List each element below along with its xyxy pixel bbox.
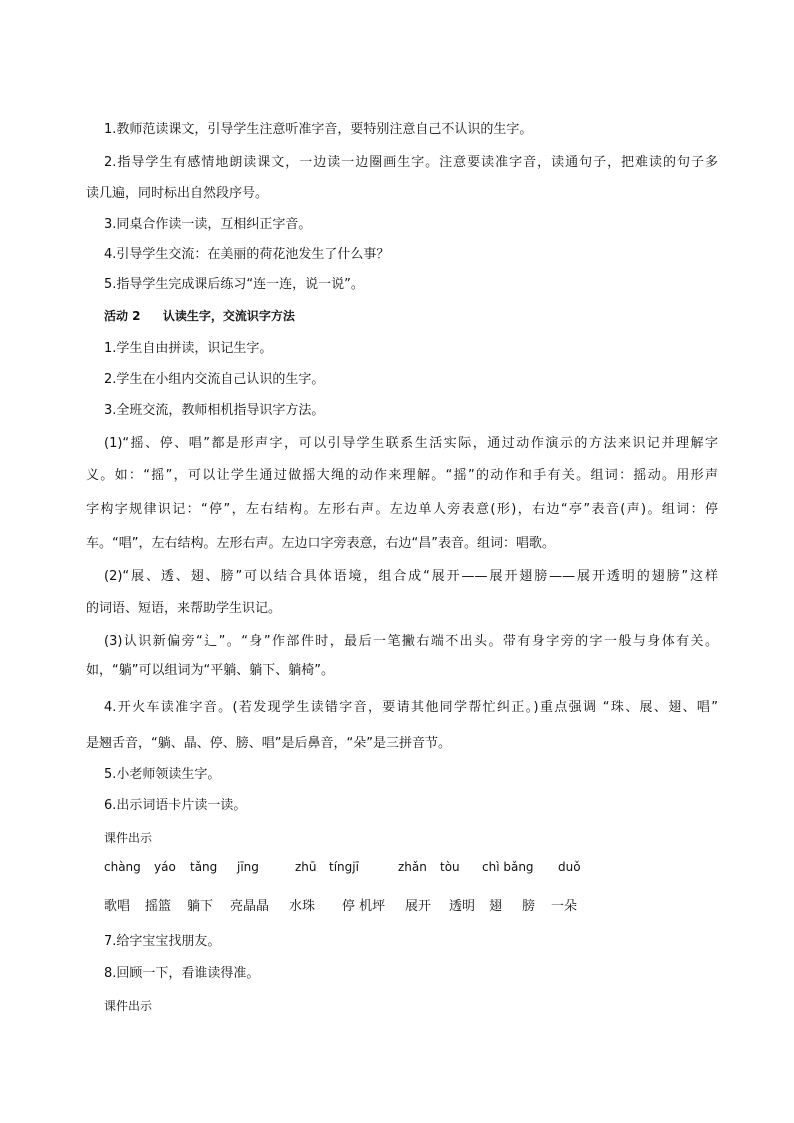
word-item: 膀	[522, 899, 536, 914]
word-item: 一朵	[551, 899, 578, 914]
word-item: 歌唱	[104, 899, 131, 914]
paragraph-line: 车。“唱”，左右结构。左形右声。左边口字旁表意，右边“昌”表音。组词：唱歌。	[86, 536, 555, 551]
paragraph-line: 4.引导学生交流：在美丽的荷花池发生了什么事？	[104, 247, 390, 262]
paragraph-line: 2.指导学生有感情地朗读课文，一边读一边圈画生字。注意要读准字音，读通句子，把难读的句子多	[104, 155, 718, 170]
paragraph-line: 3.全班交流，教师相机指导识字方法。	[104, 403, 325, 418]
pinyin-item: tíngjī	[329, 860, 359, 874]
activity-title: 认读生字，交流识字方法	[162, 309, 295, 323]
paragraph-line: 1.学生自由拼读，识记生字。	[104, 341, 273, 356]
pinyin-item: tòu	[440, 860, 460, 874]
word-item: 透明	[449, 899, 476, 914]
pinyin-item: jīng	[237, 860, 259, 874]
pinyin-item: chàng	[104, 860, 141, 874]
paragraph-line: 如，“躺”可以组词为“平躺、躺下、躺椅”。	[86, 663, 334, 678]
word-item: 水珠	[289, 899, 316, 914]
pinyin-item: zhǎn	[398, 860, 427, 874]
paragraph-line: 6.出示词语卡片读一读。	[104, 798, 247, 813]
paragraph-line: 4.开火车读准字音。(若发现学生读错字音，要请其他同学帮忙纠正。)重点强调 “珠、展、翅、唱”	[104, 700, 718, 715]
paragraph-line: (1)“摇、停、唱”都是形声字，可以引导学生联系生活实际，通过动作演示的方法来识记并理解字	[104, 436, 718, 451]
courseware-label: 课件出示	[104, 999, 153, 1013]
word-item: 停 机坪	[342, 899, 386, 914]
paragraph-line: 2.学生在小组内交流自己认识的生字。	[104, 372, 325, 387]
paragraph-line: 8.回顾一下，看谁读得准。	[104, 966, 260, 981]
paragraph-line: 7.给字宝宝找朋友。	[104, 934, 221, 949]
paragraph-line: 1.教师范读课文，引导学生注意听准字音，要特别注意自己不认识的生字。	[104, 122, 533, 137]
word-item: 摇篮	[145, 899, 172, 914]
paragraph-line: 义。如：“摇”，可以让学生通过做摇大绳的动作来理解。“摇”的动作和手有关。组词：摇动。用形声	[86, 468, 718, 483]
word-item: 亮晶晶	[230, 899, 270, 914]
paragraph-line: 的词语、短语，来帮助学生识记。	[86, 601, 282, 616]
courseware-label: 课件出示	[104, 831, 153, 845]
word-item: 躺下	[187, 899, 214, 914]
paragraph-line: 读几遍，同时标出自然段序号。	[86, 186, 269, 201]
activity-heading	[104, 307, 295, 325]
paragraph-line: 字构字规律识记：“停”，左右结构。左形右声。左边单人旁表意(形)，右边“亭”表音(声)。组词：停	[86, 502, 718, 517]
pinyin-item: tǎng	[190, 860, 218, 874]
paragraph-line: (2)“展、透、翅、膀”可以结合具体语境，组合成“展开——展开翅膀——展开透明的翅膀”这样	[104, 569, 718, 584]
word-item: 翅	[489, 899, 503, 914]
paragraph-line: 5.小老师领读生字。	[104, 767, 221, 782]
paragraph-line: 是翘舌音，“躺、晶、停、膀、唱”是后鼻音，“朵”是三拼音节。	[86, 736, 451, 751]
paragraph-line: (3)认识新偏旁“⻍”。“身”作部件时，最后一笔撇右端不出头。带有身字旁的字一般与身体有关。	[104, 634, 718, 649]
activity-label: 活动 2	[104, 309, 141, 323]
paragraph-line: 5.指导学生完成课后练习“连一连，说一说”。	[104, 277, 364, 292]
pinyin-item: yáo	[154, 860, 176, 874]
paragraph-line: 3.同桌合作读一读，互相纠正字音。	[104, 217, 312, 232]
pinyin-item: zhū	[295, 860, 317, 874]
word-item: 展开	[405, 899, 432, 914]
pinyin-item: duǒ	[558, 860, 581, 874]
pinyin-item: chì bǎng	[482, 860, 534, 874]
